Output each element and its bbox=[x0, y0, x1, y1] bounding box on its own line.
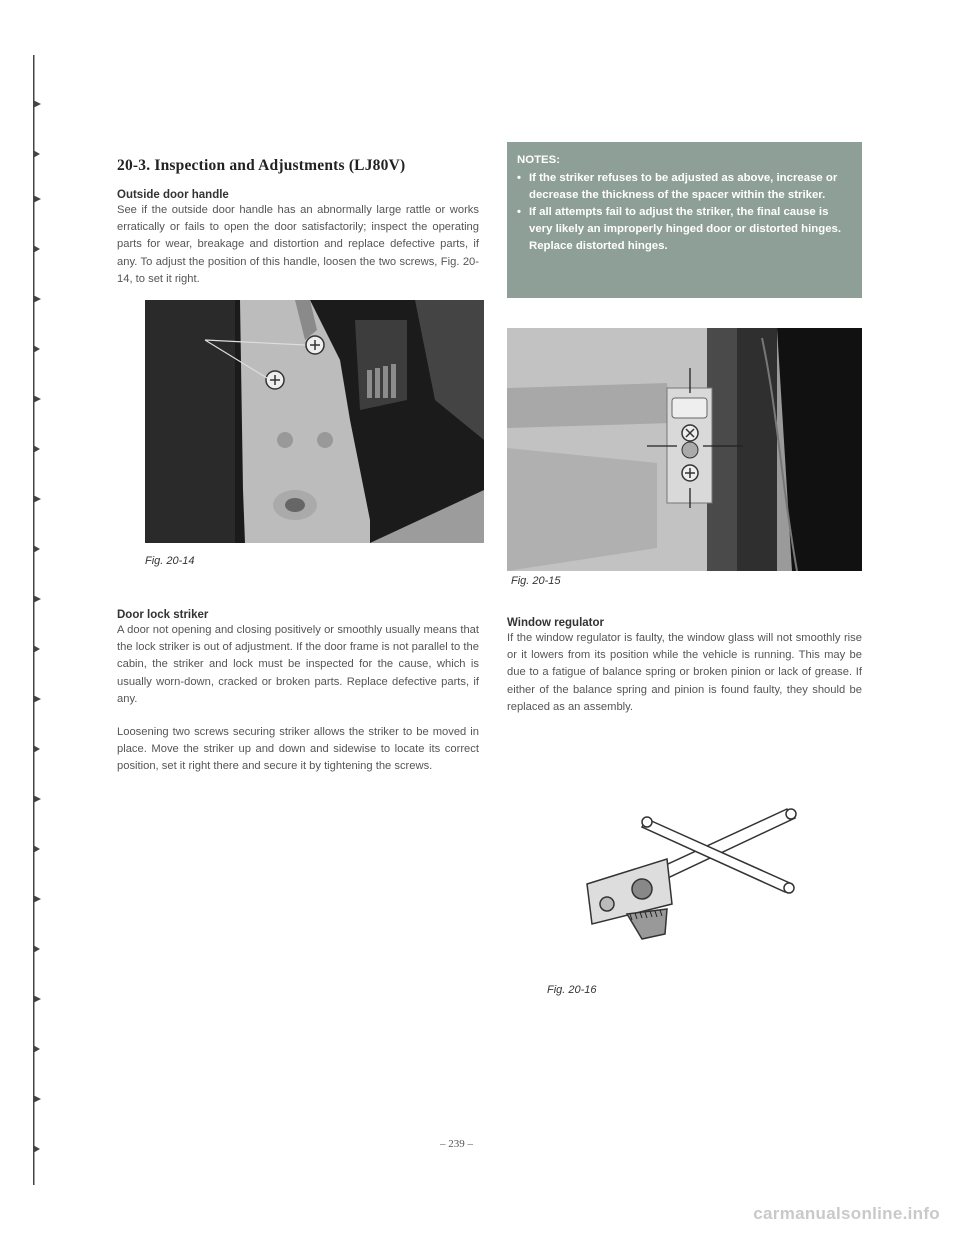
bullet-icon: • bbox=[517, 206, 521, 218]
binding-edge-marks bbox=[30, 55, 44, 1185]
fig-20-15-caption: Fig. 20-15 bbox=[511, 575, 561, 587]
outside-door-handle-heading: Outside door handle bbox=[117, 189, 229, 201]
door-lock-striker-text: A door not opening and closing positively or smoothly usually means that the lock striker is out of adjustment. If the door frame is not parallel to the cabin, the striker and lock must be inspected for the cause, which is usually worn-down, cracked or broken parts. Replace defective parts, if any. bbox=[117, 624, 479, 705]
window-regulator-heading: Window regulator bbox=[507, 617, 605, 629]
fig-20-14-caption: Fig. 20-14 bbox=[145, 555, 195, 568]
section-title: 20-3. Inspection and Adjustments (LJ80V) bbox=[117, 157, 406, 174]
door-lock-striker-text-2: Loosening two screws securing striker allows the striker to be moved in place. Move the striker up and down and sidewise to locate its correct position, set it right there and secure it by tightening the screws. bbox=[117, 726, 479, 773]
fig-20-16-caption: Fig. 20-16 bbox=[547, 984, 597, 997]
note-text: If the striker refuses to be adjusted as above, increase or decrease the thickness of the spacer within the striker. bbox=[529, 172, 838, 201]
fig-20-15-photo bbox=[507, 328, 862, 571]
note-item bbox=[517, 170, 850, 204]
outside-door-handle-text: See if the outside door handle has an abnormally large rattle or works erratically or fails to open the door satisfactorily; inspect the operating parts for wear, breakage and distortion and replace defective parts, if any. To adjust the position of this handle, loosen the two screws, Fig. 20-14, to set it right. bbox=[117, 204, 479, 285]
bullet-icon: • bbox=[517, 172, 521, 184]
notes-title: NOTES: bbox=[517, 154, 561, 166]
window-regulator-text: If the window regulator is faulty, the window glass will not smoothly rise or it lowers from its position while the vehicle is running. This may be due to a fatigue of balance spring or broken pinion or lack of grease. If either of the balance spring and pinion is found faulty, they should be replaced as an assembly. bbox=[507, 632, 862, 713]
note-item bbox=[517, 204, 850, 255]
notes-box bbox=[507, 142, 862, 298]
page-number: – 239 – bbox=[440, 1138, 473, 1150]
door-lock-striker-heading: Door lock striker bbox=[117, 609, 209, 622]
fig-20-16-drawing bbox=[547, 774, 847, 954]
left-column bbox=[117, 157, 479, 776]
right-column bbox=[507, 142, 862, 996]
note-text: If all attempts fail to adjust the striker, the final cause is very likely an improperly hinged door or distorted hinges. Replace distorted hinges. bbox=[529, 206, 842, 252]
fig-20-14-photo bbox=[145, 300, 484, 543]
watermark-text: carmanualsonline.info bbox=[753, 1204, 940, 1223]
